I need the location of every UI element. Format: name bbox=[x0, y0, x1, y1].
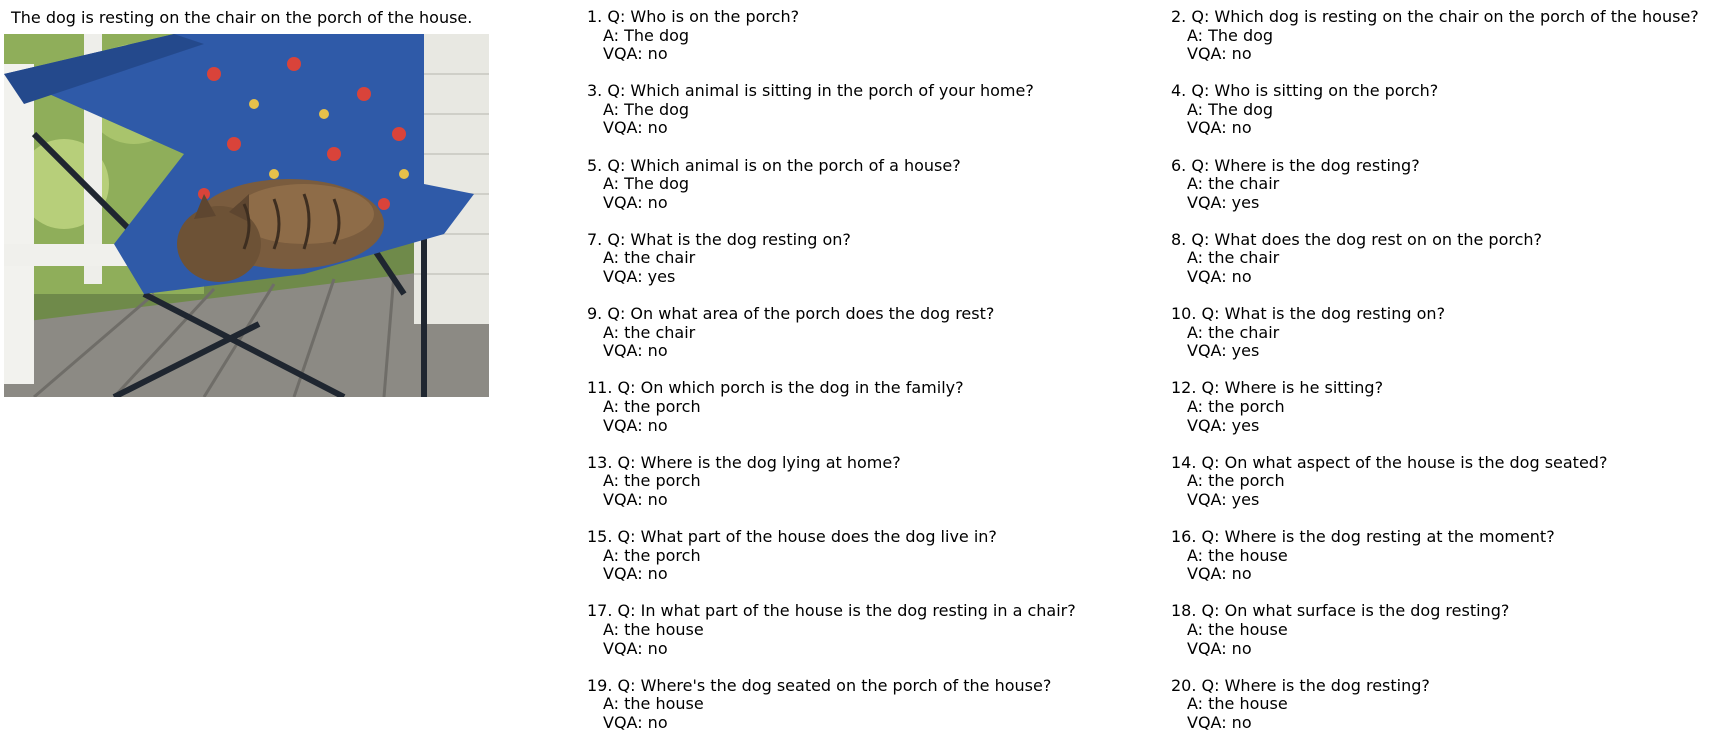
answer-text: A: the chair bbox=[1187, 248, 1280, 268]
vqa-result: VQA: yes bbox=[1187, 489, 1260, 509]
question-text: 15. Q: What part of the house does the dog live in? bbox=[587, 527, 997, 547]
answer-text: A: the house bbox=[1187, 694, 1288, 714]
qa-item bbox=[1171, 157, 1717, 231]
qa-item bbox=[587, 677, 1227, 751]
question-text: 20. Q: Where is the dog resting? bbox=[1171, 675, 1430, 695]
vqa-result: VQA: no bbox=[1187, 44, 1252, 64]
vqa-result: VQA: no bbox=[1187, 638, 1252, 658]
qa-item bbox=[1171, 379, 1717, 453]
qa-item bbox=[1171, 454, 1717, 528]
question-text: 13. Q: Where is the dog lying at home? bbox=[587, 452, 901, 472]
question-text: 11. Q: On which porch is the dog in the family? bbox=[587, 378, 964, 398]
answer-text: A: The dog bbox=[603, 25, 690, 45]
qa-item bbox=[1171, 602, 1717, 676]
question-text: 18. Q: On what surface is the dog resting? bbox=[1171, 601, 1510, 621]
question-text: 2. Q: Which dog is resting on the chair on the porch of the house? bbox=[1171, 7, 1699, 26]
vqa-result: VQA: no bbox=[1187, 564, 1252, 584]
vqa-result: VQA: no bbox=[603, 44, 668, 64]
vqa-result: VQA: no bbox=[603, 341, 668, 361]
question-text: 10. Q: What is the dog resting on? bbox=[1171, 304, 1446, 324]
answer-text: A: the chair bbox=[603, 248, 696, 268]
question-text: 9. Q: On what area of the porch does the dog rest? bbox=[587, 304, 995, 324]
qa-item bbox=[1171, 231, 1717, 305]
qa-item bbox=[1171, 528, 1717, 602]
qa-item bbox=[587, 379, 1227, 453]
question-text: 19. Q: Where's the dog seated on the porch of the house? bbox=[587, 675, 1052, 695]
answer-text: A: the porch bbox=[603, 397, 701, 417]
question-text: 14. Q: On what aspect of the house is the dog seated? bbox=[1171, 452, 1608, 472]
question-text: 3. Q: Which animal is sitting in the porch of your home? bbox=[587, 81, 1034, 101]
qa-item bbox=[587, 454, 1227, 528]
vqa-result: VQA: no bbox=[1187, 712, 1252, 732]
qa-item bbox=[587, 82, 1227, 156]
answer-text: A: the house bbox=[1187, 619, 1288, 639]
answer-text: A: the porch bbox=[603, 545, 701, 565]
question-text: 8. Q: What does the dog rest on on the porch? bbox=[1171, 229, 1543, 249]
qa-item bbox=[587, 528, 1227, 602]
vqa-result: VQA: yes bbox=[1187, 415, 1260, 435]
vqa-result: VQA: yes bbox=[1187, 192, 1260, 212]
vqa-result: VQA: no bbox=[603, 489, 668, 509]
qa-item bbox=[587, 231, 1227, 305]
vqa-result: VQA: yes bbox=[1187, 341, 1260, 361]
answer-text: A: the porch bbox=[1187, 471, 1285, 491]
question-text: 4. Q: Who is sitting on the porch? bbox=[1171, 81, 1439, 101]
photo-cat-on-chair bbox=[4, 34, 489, 397]
image-caption: The dog is resting on the chair on the porch of the house. bbox=[11, 8, 473, 27]
answer-text: A: The dog bbox=[1187, 99, 1274, 119]
qa-column-right bbox=[1171, 8, 1717, 751]
qa-column-left bbox=[587, 8, 1227, 751]
vqa-result: VQA: no bbox=[1187, 118, 1252, 138]
vqa-result: VQA: no bbox=[603, 564, 668, 584]
question-text: 17. Q: In what part of the house is the dog resting in a chair? bbox=[587, 601, 1076, 621]
qa-item bbox=[1171, 677, 1717, 751]
question-text: 16. Q: Where is the dog resting at the moment? bbox=[1171, 527, 1555, 547]
answer-text: A: the chair bbox=[603, 322, 696, 342]
answer-text: A: the house bbox=[603, 694, 704, 714]
vqa-result: VQA: yes bbox=[603, 267, 676, 287]
qa-item bbox=[587, 602, 1227, 676]
answer-text: A: the porch bbox=[1187, 397, 1285, 417]
question-text: 1. Q: Who is on the porch? bbox=[587, 7, 800, 26]
vqa-result: VQA: no bbox=[603, 638, 668, 658]
answer-text: A: The dog bbox=[603, 174, 690, 194]
question-text: 12. Q: Where is he sitting? bbox=[1171, 378, 1384, 398]
question-text: 7. Q: What is the dog resting on? bbox=[587, 229, 851, 249]
qa-item bbox=[587, 8, 1227, 82]
answer-text: A: the porch bbox=[603, 471, 701, 491]
vqa-result: VQA: no bbox=[603, 192, 668, 212]
vqa-result: VQA: no bbox=[1187, 267, 1252, 287]
qa-item bbox=[1171, 305, 1717, 379]
qa-item bbox=[587, 305, 1227, 379]
answer-text: A: the chair bbox=[1187, 322, 1280, 342]
qa-item bbox=[587, 157, 1227, 231]
answer-text: A: the house bbox=[1187, 545, 1288, 565]
answer-text: A: the chair bbox=[1187, 174, 1280, 194]
answer-text: A: The dog bbox=[603, 99, 690, 119]
answer-text: A: the house bbox=[603, 619, 704, 639]
question-text: 6. Q: Where is the dog resting? bbox=[1171, 155, 1420, 175]
vqa-result: VQA: no bbox=[603, 118, 668, 138]
question-text: 5. Q: Which animal is on the porch of a house? bbox=[587, 155, 961, 175]
answer-text: A: The dog bbox=[1187, 25, 1274, 45]
qa-item bbox=[1171, 82, 1717, 156]
qa-item bbox=[1171, 8, 1717, 82]
vqa-result: VQA: no bbox=[603, 712, 668, 732]
vqa-result: VQA: no bbox=[603, 415, 668, 435]
